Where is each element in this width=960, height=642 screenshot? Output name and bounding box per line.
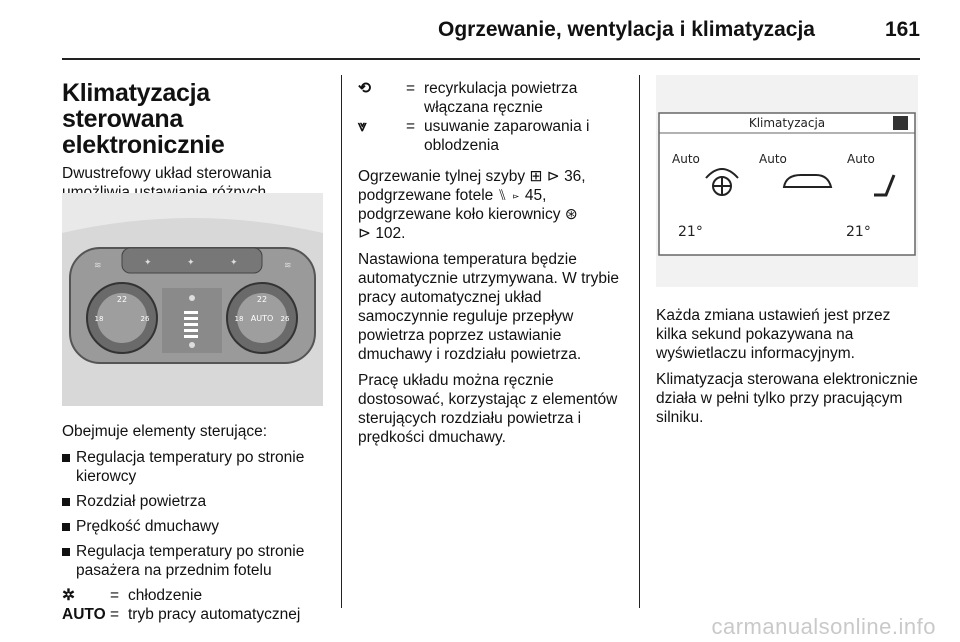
- definition-auto: AUTO = tryb pracy automatycznej: [62, 606, 301, 623]
- left-dial-top: 22: [116, 295, 128, 304]
- display-auto-left: Auto: [672, 152, 700, 166]
- control-panel-illustration: [62, 193, 323, 406]
- right-dial-center: AUTO: [250, 314, 274, 323]
- display-temp-right: 21°: [846, 224, 871, 240]
- section-heading: Klimatyzacja sterowana elektronicznie: [62, 79, 225, 159]
- definition-defrost: ⩔ = usuwanie zaparowania i oblodzenia: [358, 118, 590, 154]
- reference-arrow-icon: ⊳: [358, 225, 371, 242]
- header-title: Ogrzewanie, wentylacja i klimatyzacja: [437, 18, 815, 41]
- column-divider-2: [639, 75, 640, 608]
- bullet-item: Prędkość dmuchawy: [62, 517, 327, 536]
- rear-window-heating-icon: ⊞: [529, 168, 543, 185]
- svg-text:≋: ≋: [284, 261, 292, 271]
- info-display-photo: [656, 75, 918, 287]
- control-panel-photo: [62, 193, 323, 406]
- auto-symbol: AUTO: [62, 606, 106, 623]
- recirculation-icon: ⟲: [358, 80, 371, 97]
- column-2: [358, 79, 626, 454]
- left-dial-right: 26: [140, 315, 150, 323]
- bullet-item: Regulacja temperatury po stronie kierowcy: [62, 448, 327, 486]
- paragraph-auto-temperature: Nastawiona temperatura będzie automatycznie utrzymywana. W trybie pracy automatycznej układ samoczynnie reguluje przepływ powietrza poprzez ustawianie dmuchawy i rozdziału powietrza.: [358, 251, 620, 363]
- windscreen-defrost-icon: ⩔: [358, 118, 367, 135]
- heated-steering-wheel-icon: ⊛: [564, 206, 578, 223]
- bullet-item: Regulacja temperatury po stronie pasażera na przednim fotelu: [62, 542, 327, 580]
- left-dial-left: 18: [94, 315, 104, 323]
- right-dial-right: 26: [280, 315, 290, 323]
- page-number: 161: [884, 18, 920, 41]
- svg-text:✦: ✦: [230, 258, 238, 268]
- right-dial-left: 18: [234, 315, 244, 323]
- ac-snowflake-icon: ✲: [62, 587, 75, 604]
- reference-arrow-icon: ⊳: [511, 187, 521, 204]
- paragraph-engine-running: Klimatyzacja sterowana elektronicznie działa w pełni tylko przy pracującym silniku.: [656, 371, 918, 426]
- footer-watermark: carmanualsonline.info: [711, 614, 936, 639]
- column-1-lower: [62, 422, 327, 624]
- display-auto-center: Auto: [759, 152, 787, 166]
- heated-seat-icon: ⑊: [497, 187, 507, 204]
- svg-text:✦: ✦: [144, 258, 152, 268]
- definition-ac: ✲ = chłodzenie: [62, 587, 203, 604]
- display-title: Klimatyzacja: [748, 116, 826, 130]
- display-auto-right: Auto: [847, 152, 875, 166]
- svg-text:≋: ≋: [94, 261, 102, 271]
- page-header: [0, 18, 920, 48]
- reference-arrow-icon: ⊳: [546, 168, 560, 185]
- header-rule: [62, 58, 920, 60]
- svg-text:✦: ✦: [187, 258, 195, 268]
- column-3: [656, 306, 921, 434]
- intro-paragraph: Dwustrefowy układ sterowania: [62, 165, 272, 182]
- bullet-item: Rozdział powietrza: [62, 492, 327, 511]
- includes-text: Obejmuje elementy sterujące:: [62, 423, 268, 440]
- paragraph-display-info: Każda zmiana ustawień jest przez kilka sekund pokazywana na wyświetlaczu informacyjnym.: [656, 307, 891, 362]
- definition-recirculation: ⟲ = recyrkulacja powietrza włączana ręcznie: [358, 80, 578, 116]
- display-settings-icon: [893, 116, 908, 130]
- right-dial-top: 22: [256, 295, 268, 304]
- column-divider-1: [341, 75, 342, 608]
- heating-references: Ogrzewanie tylnej szyby ⊞ ⊳ 36, podgrzewane fotele ⑊ ⊳ 45, podgrzewane koło kierownicy ⊛ ⊳ 102.: [358, 168, 586, 242]
- display-temp-left: 21°: [678, 224, 703, 240]
- paragraph-manual-adjust: Pracę układu można ręcznie dostosować, korzystając z elementów sterujących rozdziału powietrza i prędkości dmuchawy.: [358, 372, 618, 446]
